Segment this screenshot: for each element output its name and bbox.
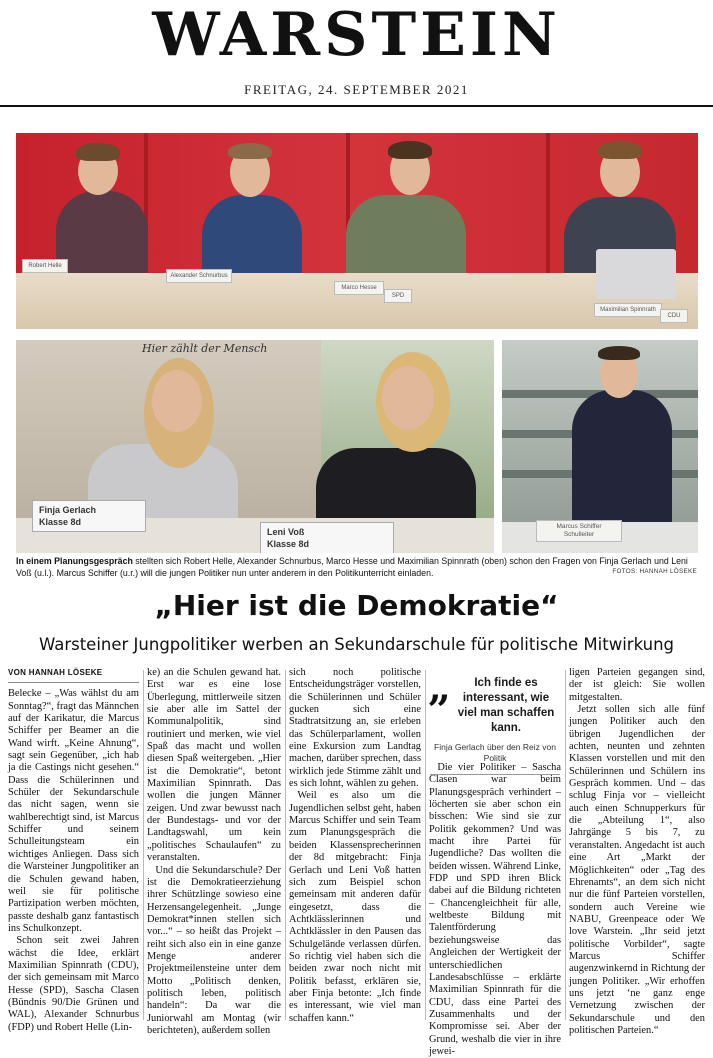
photo-principal	[502, 340, 698, 553]
paragraph: ke) an die Schulen gewand hat. Erst war es eine lose Überlegung, mittlerweile sitzen sie aber alle im Sattel der Kommunalpolitik, sind routiniert und merken, wie viel Spaß das macht und wollen diesen Spaß weitergeben. „Hier ist die Demokratie“, betont Maximilian Spinnrath. Das wollen die jungen Männer zeigen. Und zwar bewusst nach der Bundestags- und vor der Landtagswahl, um kein „politisches Schaulaufen“ zu veranstalten.	[147, 667, 281, 864]
column-divider	[143, 670, 144, 1020]
masthead: WARSTEIN	[152, 0, 561, 70]
nameplate-spd: SPD	[384, 289, 412, 303]
dateline: FREITAG, 24. SEPTEMBER 2021	[244, 82, 469, 97]
column-divider	[285, 670, 286, 1020]
headline: „Hier ist die Demokratie“	[154, 589, 559, 622]
article-column-5	[569, 667, 705, 1037]
nameplate-helle: Robert Helle	[22, 259, 68, 273]
nameplate-gerlach: Finja Gerlach Klasse 8d	[32, 500, 146, 532]
nameplate-schnurbus: Alexander Schnurbus	[166, 269, 232, 283]
quote-source: Finja Gerlach über den Reiz von Politik	[434, 742, 556, 763]
article-column-4	[429, 762, 561, 1058]
article-column-2	[147, 667, 281, 1037]
column-divider	[425, 670, 426, 1020]
quote-mark: „	[428, 664, 452, 711]
quote-text: Ich finde es interessant, wie viel man schaffen kann.	[457, 677, 555, 734]
byline: VON HANNAH LÖSEKE	[8, 667, 139, 683]
pull-quote	[428, 664, 560, 775]
photo-politicians	[16, 133, 698, 329]
paragraph: Jetzt sollen sich alle fünf jungen Politiker auch den übrigen Jugendlichen der achten, neunten und zehnten Klassen vorstellen und mit den Schülerinnen und Schülern ins Gespräch kommen. Und – das schlug Finja vor – vielleicht auch einen Schnupperkurs für die „Abteilung 1“, also Jahrgänge 5 bis 7, zu veranstalten. Angedacht ist auch eine Art „Markt der Möglichkeiten“ oder „Tag des Ehrenamts“, an dem sich nicht nur die fünf Parteien vorstellen, sondern auch Vereine wie NABU, Greenpeace oder We love Warstein. „Ihr seid jetzt politische Vorbilder“, sagte Marcus Schiffer augenzwinkernd in Richtung der jungen Politiker. „Wir erhoffen uns jetzt ‘ne ganz enge Vernetzung zwischen der Sekundarschule und den politischen Parteien.“	[569, 704, 705, 1036]
paragraph: Schon seit zwei Jahren wächst die Idee, erklärt Maximilian Spinnrath (CDU), der sich gemeinsam mit Marco Hesse (SPD), Sascha Clasen (Bündnis 90/Die Grünen und WAL), Alexander Schnurbus (FDP) und Robert Helle (Lin-	[8, 935, 139, 1033]
paragraph: Und die Sekundarschule? Der ist die Demokratieerziehung ihrer Schützlinge sowieso eine Herzensangelegenheit. „Junge Demokrat*innen stellen sich vor...“ – so heißt das Projekt – reiht sich also ein in eine ganze Menge anderer Projektmeilensteine unter dem Motto „Politisch denken, politisch leben, politisch handeln“: Da war die Juniorwahl am Montag (wir berichteten), außerdem sollen	[147, 864, 281, 1036]
subheadline: Warsteiner Jungpolitiker werben an Sekundarschule für politische Mitwirkung	[38, 635, 675, 654]
paragraph: Die vier Politiker – Sascha Clasen war beim Planungsgespräch verhindert – löcherten sie aber schon ein bisschen: Wie sind sie zur Politik gekommen? Und was macht ihre Partei für Jugendliche? Das wollten die beiden wissen. Während Linke, FDP und SPD ihren Blick dabei auf die Bildung richteten – Chancengleichheit für alle, weltbeste Bildung mit Talentförderung beziehungsweise das Angleichen der Wertigkeit der unterschiedlichen Landesabschlüsse – erklärte Maximilian Spinnrath für die CDU, dass eine Partei des Zusammenhalts und der Kompromisse sei. Aber der Grund, weshalb die vier in ihre jewei-	[429, 762, 561, 1057]
paragraph: Weil es also um die Jugendlichen selbst geht, haben Marcus Schiffer und sein Team zum Planungsgespräch die beiden Klassensprecherinnen der 8d mitgebracht: Finja Gerlach und Leni Voß hatten sich zum Beispiel schon gemeinsam mit anderen dafür eingesetzt, dass die Achtklässlerinnen und Achtklässler in den Pausen das Schulgelände verlassen dürfen. So richtig viel haben sich die beiden zwar noch nicht mit Politik befasst, erklären sie, aber Finja betonte: „Ich finde es interessant, wie viel man schaffen kann.“	[289, 790, 421, 1024]
nameplate-voss: Leni Voß Klasse 8d	[260, 522, 394, 553]
photo-caption	[16, 556, 698, 579]
banner-text: Hier zählt der Mensch	[142, 342, 268, 355]
nameplate-hesse: Marco Hesse	[334, 281, 384, 295]
paragraph: ligen Parteien gegangen sind, der ist gleich: Sie wollen mitgestalten.	[569, 667, 705, 703]
photo-credit: FOTOS: HANNAH LÖSEKE	[612, 568, 697, 575]
paragraph: sich noch politische Entscheidungsträger vorstellen, die Schülerinnen und Schüler gucken sich eine Stadtratsitzung an, sie erleben das Schülerparlament, wollen eine Exkursion zum Landtag machen, darüber sprechen, dass wirklich jede Stimme zählt und es sich lohnt, wählen zu gehen.	[289, 667, 421, 790]
nameplate-schiffer: Marcus Schiffer Schulleiter	[536, 520, 622, 542]
photo-students	[16, 340, 494, 553]
paragraph: Belecke – „Was wählst du am Sonntag?“, fragt das Männchen auf der Karikatur, die Marcus Schiffer per Beamer an die Wand wirft. „Keine Ahnung“, sagt sein Gegenüber, „ich hab ja die Castings nicht gesehen.“ Dass die Schülerinnen und Schüler der Sekundarschule das nicht sagen, wenn sie wahlberechtigt sind, ist Marcus Schiffer und seinem Schulleitungsteam ein wichtiges Anliegen. Dass sich die Warsteiner Jungpolitiker an die Schulen gewand haben, weil sie für politische Partizipation werben möchten, passte deshalb ganz fantastisch ins Schulkonzept.	[8, 688, 139, 934]
column-divider	[565, 670, 566, 1020]
nameplate-cdu: CDU	[660, 309, 688, 323]
article-column-3	[289, 667, 421, 1025]
nameplate-spinnrath: Maximilian Spinnrath	[594, 303, 662, 317]
article-column-1	[8, 667, 139, 1034]
caption-lead: In einem Planungsgespräch	[16, 556, 133, 566]
caption-text: stellten sich Robert Helle, Alexander Schnurbus, Marco Hesse und Maximilian Spinnrath (oben) schon den Fragen von Finja Gerlach und Leni Voß (u.l.). Marcus Schiffer (u.r.) will die jungen Politiker nun unter anderem in den Politikunterricht einladen.	[16, 556, 688, 578]
masthead-rule	[0, 105, 713, 107]
